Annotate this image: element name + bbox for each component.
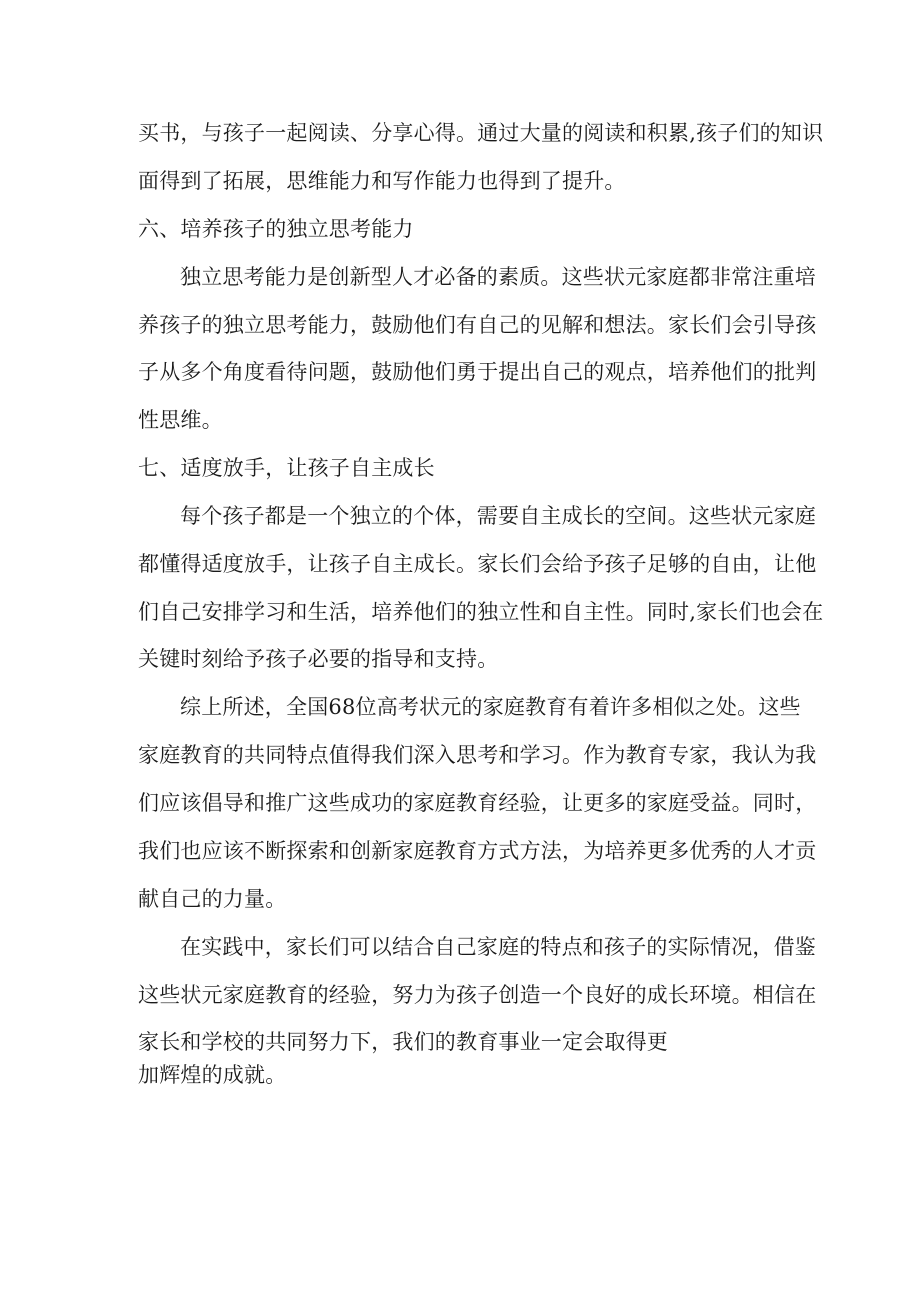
paragraph-4-line-2: 家庭教育的共同特点值得我们深入思考和学习。作为教育专家，我认为我 bbox=[138, 743, 817, 767]
paragraph-3-line-1: 每个孩子都是一个独立的个体，需要自主成长的空间。这些状元家庭 bbox=[180, 504, 816, 528]
paragraph-1-line-1: 买书，与孩子一起阅读、分享心得。通过大量的阅读和积累,孩子们的知识 bbox=[138, 121, 824, 145]
paragraph-3-line-3: 们自己安排学习和生活，培养他们的独立性和自主性。同时,家长们也会在 bbox=[138, 600, 824, 624]
paragraph-4-line-5: 献自己的力量。 bbox=[138, 887, 287, 911]
paragraph-4-line-3: 们应该倡导和推广这些成功的家庭教育经验，让更多的家庭受益。同时， bbox=[138, 791, 817, 815]
paragraph-4-line-1: 综上所述，全国68位高考状元的家庭教育有着许多相似之处。这些 bbox=[180, 695, 801, 719]
section-heading-7: 七、适度放手，让孩子自主成长 bbox=[138, 456, 435, 480]
paragraph-3-line-2: 都懂得适度放手，让孩子自主成长。家长们会给予孩子足够的自由，让他 bbox=[138, 552, 817, 576]
paragraph-3-line-4: 关键时刻给予孩子必要的指导和支持。 bbox=[138, 647, 499, 671]
paragraph-2-line-1: 独立思考能力是创新型人才必备的素质。这些状元家庭都非常注重培 bbox=[180, 265, 816, 289]
paragraph-5-line-4: 加辉煌的成就。 bbox=[138, 1063, 287, 1087]
paragraph-4-line-4: 我们也应该不断探索和创新家庭教育方式方法，为培养更多优秀的人才贡 bbox=[138, 839, 817, 863]
paragraph-5-line-3: 家长和学校的共同努力下，我们的教育事业一定会取得更 bbox=[138, 1030, 668, 1054]
paragraph-1-line-2: 面得到了拓展，思维能力和写作能力也得到了提升。 bbox=[138, 169, 626, 193]
paragraph-2-line-4: 性思维。 bbox=[138, 408, 223, 432]
paragraph-2-line-2: 养孩子的独立思考能力，鼓励他们有自己的见解和想法。家长们会引导孩 bbox=[138, 313, 817, 337]
section-heading-6: 六、培养孩子的独立思考能力 bbox=[138, 217, 414, 241]
paragraph-2-line-3: 子从多个角度看待问题，鼓励他们勇于提出自己的观点，培养他们的批判 bbox=[138, 360, 817, 384]
paragraph-5-line-2: 这些状元家庭教育的经验，努力为孩子创造一个良好的成长环境。相信在 bbox=[138, 983, 817, 1007]
paragraph-5-line-1: 在实践中，家长们可以结合自己家庭的特点和孩子的实际情况，借鉴 bbox=[180, 935, 816, 959]
